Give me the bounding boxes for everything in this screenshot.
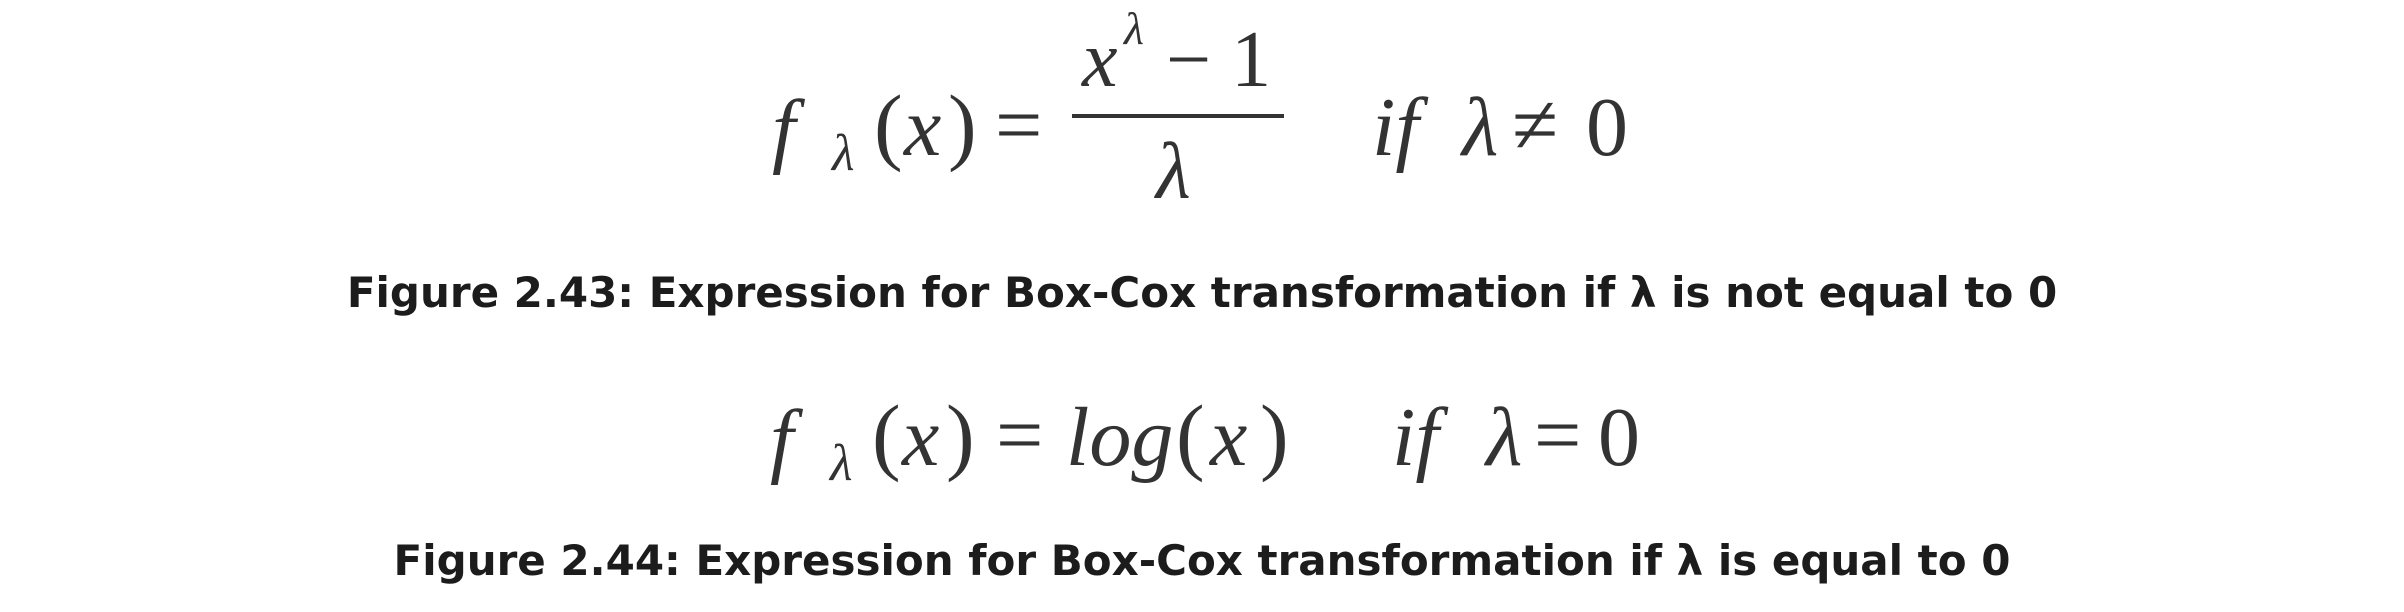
eq1-subscript-lambda: λ [832,125,855,182]
eq1-denominator-lambda: λ [1156,128,1191,216]
eq2-close-paren: ) [946,387,975,483]
eq2-subscript-lambda: λ [830,435,853,492]
eq2-log-close-paren: ) [1260,387,1289,483]
eq2-open-paren: ( [872,387,901,483]
eq2-function-name: f [770,393,794,486]
eq2-condition-equals: = [1534,389,1582,482]
eq1-close-paren: ) [948,77,977,173]
figure-caption-2-44: Figure 2.44: Expression for Box-Cox transformation if λ is equal to 0 [393,536,2011,585]
eq1-condition-if: if [1372,81,1419,174]
eq1-condition-lambda: λ [1462,81,1499,174]
eq2-variable-x: x [902,391,940,484]
figure-caption-2-43: Figure 2.43: Expression for Box-Cox transformation if λ is not equal to 0 [346,268,2058,317]
eq2-condition-if: if [1392,391,1439,484]
eq2-condition-lambda: λ [1486,391,1523,484]
eq1-variable-x: x [904,81,942,174]
eq2-condition-zero: 0 [1598,391,1640,484]
eq2-equals-sign: = [996,389,1044,482]
eq1-numerator-minus-one: − 1 [1166,16,1272,104]
eq2-log-variable-x: x [1210,391,1248,484]
eq1-fraction-bar [1072,114,1284,118]
eq2-log-function: log [1066,391,1174,484]
eq1-numerator-base: x [1082,16,1118,104]
eq1-function-name: f [772,83,796,176]
eq1-open-paren: ( [874,77,903,173]
eq2-log-open-paren: ( [1176,387,1205,483]
eq1-equals-sign: = [995,79,1043,172]
eq1-condition-zero: 0 [1586,81,1628,174]
eq1-condition-not-equal: ≠ [1512,79,1559,172]
eq1-numerator-exponent: λ [1124,3,1144,54]
